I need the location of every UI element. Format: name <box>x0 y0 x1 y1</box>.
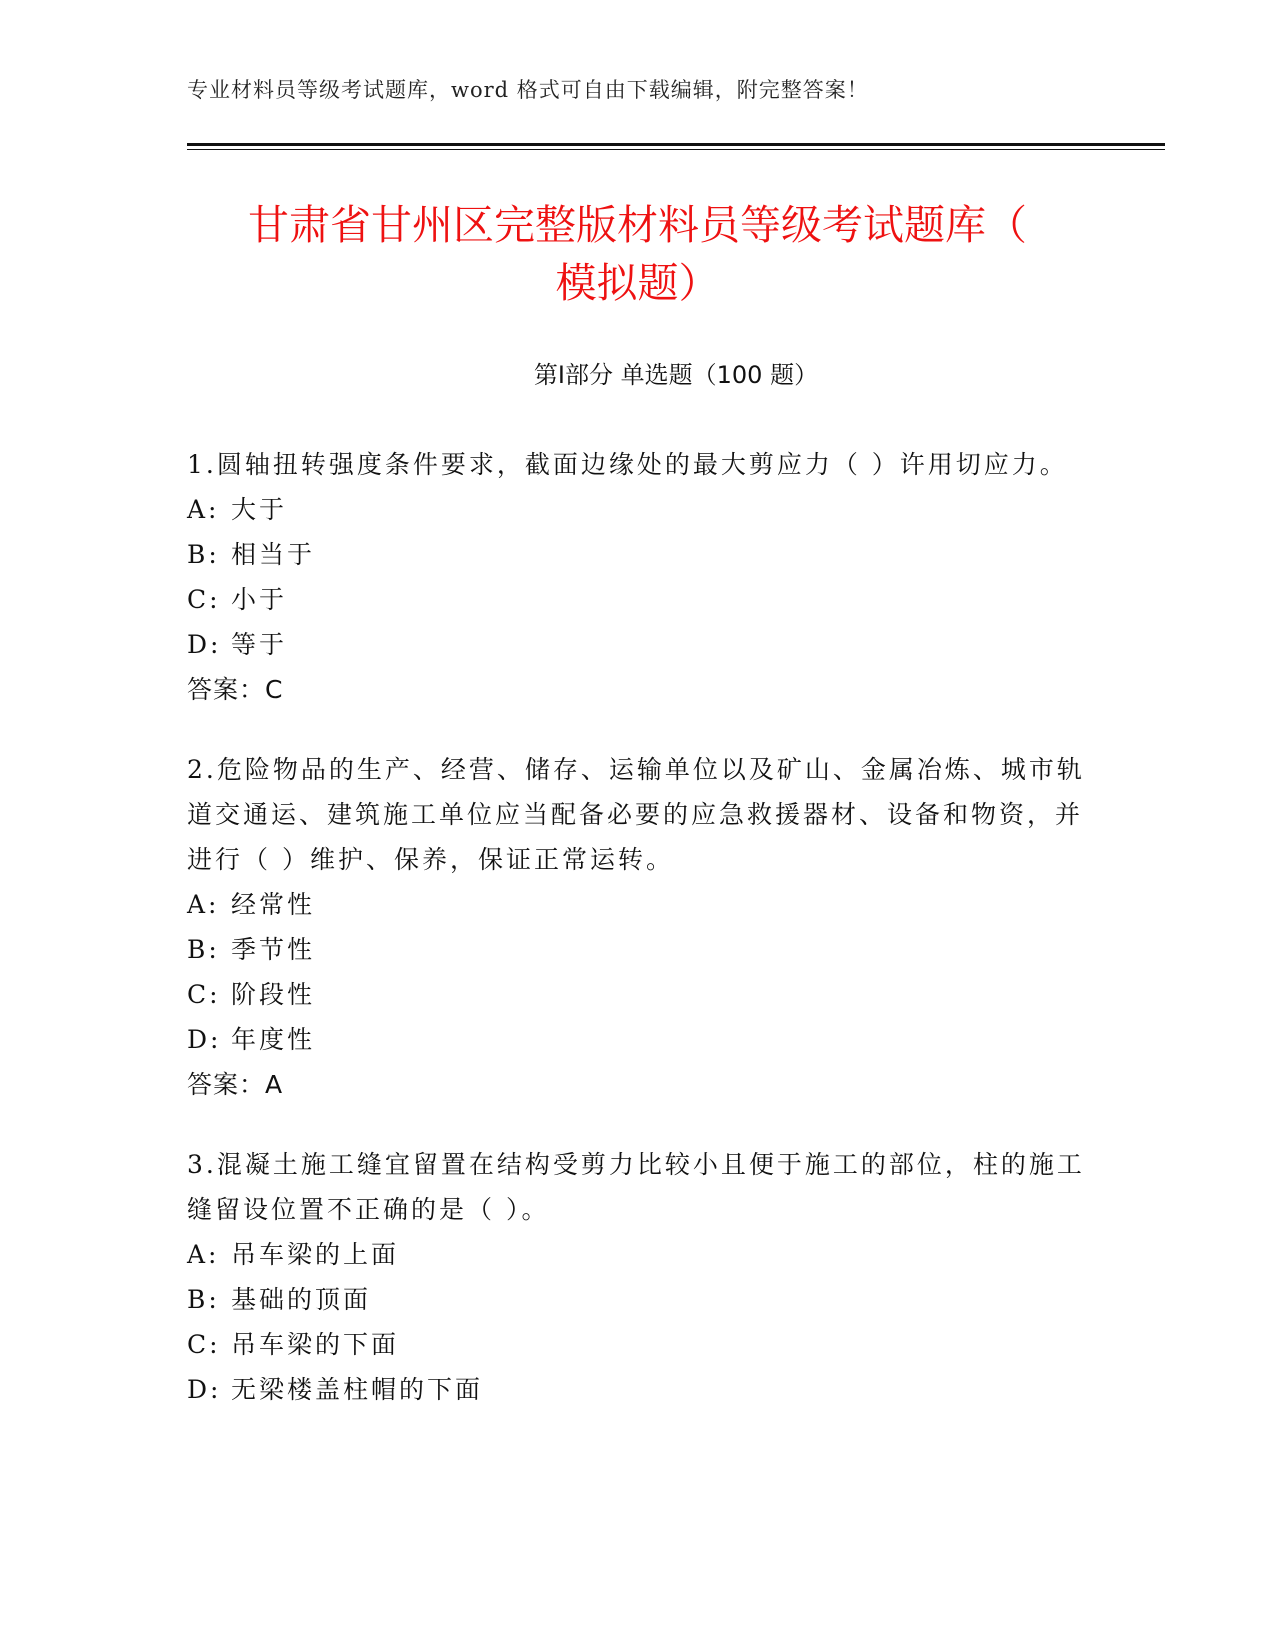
option-key: A: <box>187 1240 220 1269</box>
option-key: B: <box>187 540 220 569</box>
question-stem: 3.混凝土施工缝宜留置在结构受剪力比较小且便于施工的部位，柱的施工缝留设位置不正确的是（ ）。 <box>187 1150 1085 1224</box>
answer: 答案：C <box>187 675 284 704</box>
option-text: 大于 <box>231 495 288 524</box>
option-text: 经常性 <box>231 890 316 919</box>
question-stem: 2.危险物品的生产、经营、储存、运输单位以及矿山、金属冶炼、城市轨道交通运、建筑施工单位应当配备必要的应急救援器材、设备和物资，并进行（ ）维护、保养，保证正常运转。 <box>187 755 1085 874</box>
option-d <box>187 622 1087 667</box>
option-text: 吊车梁的上面 <box>231 1240 400 1269</box>
document-title <box>150 196 1125 312</box>
option-key: D: <box>187 1375 222 1404</box>
header-rule-thin <box>187 149 1165 150</box>
question-3 <box>187 1142 1087 1412</box>
document-title-line-1: 甘肃省甘州区完整版材料员等级考试题库（ <box>248 201 1027 249</box>
option-c <box>187 577 1087 622</box>
option-text: 阶段性 <box>231 980 316 1009</box>
option-text: 季节性 <box>231 935 316 964</box>
option-text: 相当于 <box>231 540 316 569</box>
option-d <box>187 1367 1087 1412</box>
header-rule-thick <box>187 143 1165 146</box>
header-note: 专业材料员等级考试题库，word 格式可自由下载编辑，附完整答案！ <box>187 78 869 102</box>
option-c <box>187 972 1087 1017</box>
option-text: 基础的顶面 <box>231 1285 372 1314</box>
question-stem: 1.圆轴扭转强度条件要求，截面边缘处的最大剪应力（ ）许用切应力。 <box>187 450 1068 479</box>
option-key: D: <box>187 1025 222 1054</box>
question-2 <box>187 747 1087 1108</box>
option-a <box>187 882 1087 927</box>
option-text: 吊车梁的下面 <box>231 1330 400 1359</box>
option-key: C: <box>187 1330 221 1359</box>
section-title: 第Ⅰ部分 单选题（100 题） <box>533 361 819 389</box>
option-key: A: <box>187 890 220 919</box>
option-b <box>187 532 1087 577</box>
option-text: 小于 <box>231 585 288 614</box>
option-text: 等于 <box>231 630 288 659</box>
option-d <box>187 1017 1087 1062</box>
option-key: B: <box>187 935 220 964</box>
answer: 答案：A <box>187 1070 284 1099</box>
option-key: C: <box>187 980 221 1009</box>
option-key: B: <box>187 1285 220 1314</box>
option-text: 年度性 <box>231 1025 316 1054</box>
question-1 <box>187 442 1087 713</box>
option-b <box>187 927 1087 972</box>
option-b <box>187 1277 1087 1322</box>
option-key: A: <box>187 495 220 524</box>
option-c <box>187 1322 1087 1367</box>
document-title-line-2: 模拟题） <box>555 259 720 307</box>
option-a <box>187 1232 1087 1277</box>
option-a <box>187 487 1087 532</box>
question-list <box>187 442 1087 1446</box>
option-text: 无梁楼盖柱帽的下面 <box>231 1375 484 1404</box>
option-key: D: <box>187 630 222 659</box>
option-key: C: <box>187 585 221 614</box>
